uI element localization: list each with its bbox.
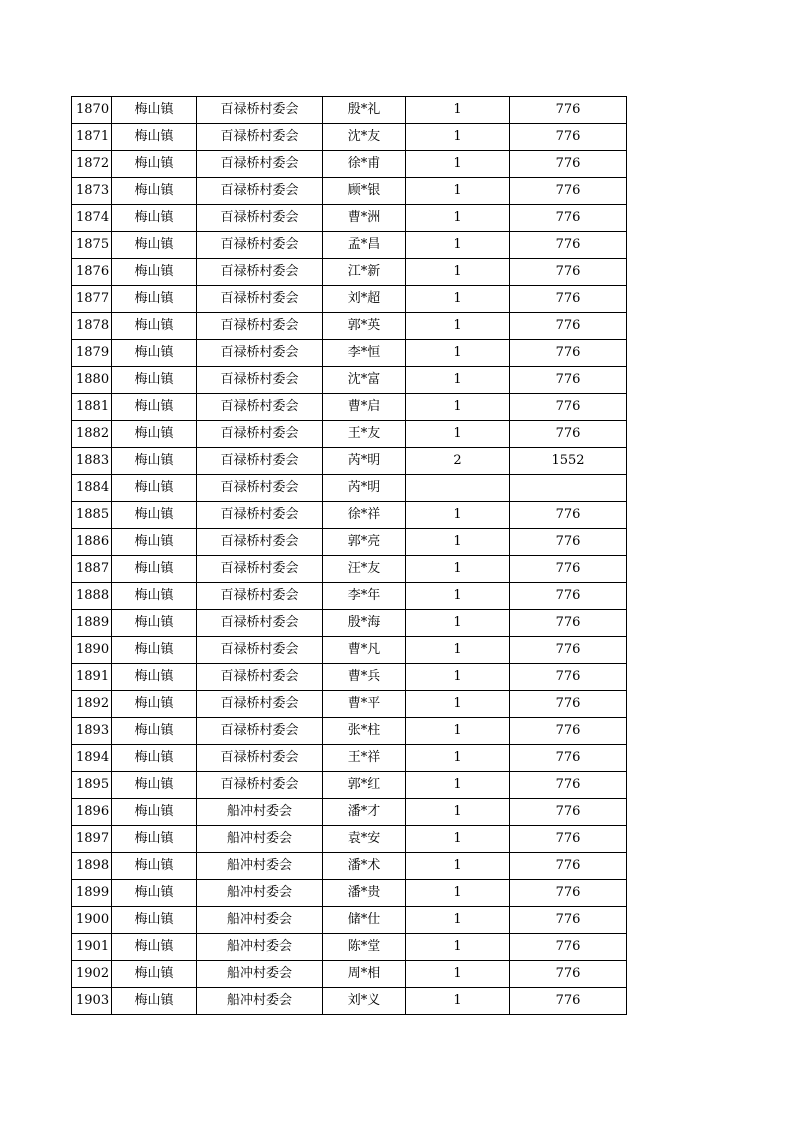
person-name-cell: 潘*才 [323, 799, 406, 826]
row-number: 1896 [72, 799, 112, 826]
table-row [72, 502, 627, 529]
village-committee-cell: 百禄桥村委会 [197, 232, 323, 259]
person-name-cell: 王*友 [323, 421, 406, 448]
count-cell: 1 [406, 529, 510, 556]
village-committee-cell: 百禄桥村委会 [197, 124, 323, 151]
count-cell [406, 475, 510, 502]
count-cell: 1 [406, 340, 510, 367]
town-cell: 梅山镇 [112, 961, 197, 988]
table-row [72, 907, 627, 934]
town-cell: 梅山镇 [112, 799, 197, 826]
count-cell: 1 [406, 934, 510, 961]
row-number: 1873 [72, 178, 112, 205]
amount-cell: 776 [510, 502, 627, 529]
table-row [72, 880, 627, 907]
row-number: 1901 [72, 934, 112, 961]
row-number: 1884 [72, 475, 112, 502]
row-number: 1887 [72, 556, 112, 583]
amount-cell: 776 [510, 961, 627, 988]
count-cell: 1 [406, 421, 510, 448]
person-name-cell: 李*年 [323, 583, 406, 610]
village-committee-cell: 百禄桥村委会 [197, 583, 323, 610]
amount-cell: 776 [510, 745, 627, 772]
count-cell: 1 [406, 610, 510, 637]
row-number: 1871 [72, 124, 112, 151]
count-cell: 1 [406, 745, 510, 772]
table-row [72, 556, 627, 583]
village-committee-cell: 百禄桥村委会 [197, 286, 323, 313]
person-name-cell: 郭*亮 [323, 529, 406, 556]
town-cell: 梅山镇 [112, 367, 197, 394]
count-cell: 1 [406, 556, 510, 583]
table-row [72, 448, 627, 475]
village-committee-cell: 百禄桥村委会 [197, 97, 323, 124]
town-cell: 梅山镇 [112, 394, 197, 421]
table-row [72, 718, 627, 745]
village-committee-cell: 百禄桥村委会 [197, 448, 323, 475]
village-committee-cell: 船冲村委会 [197, 988, 323, 1015]
person-name-cell: 殷*礼 [323, 97, 406, 124]
row-number: 1874 [72, 205, 112, 232]
row-number: 1895 [72, 772, 112, 799]
person-name-cell: 曹*启 [323, 394, 406, 421]
town-cell: 梅山镇 [112, 637, 197, 664]
table-row [72, 178, 627, 205]
count-cell: 1 [406, 637, 510, 664]
row-number: 1902 [72, 961, 112, 988]
count-cell: 1 [406, 97, 510, 124]
amount-cell: 776 [510, 934, 627, 961]
amount-cell: 776 [510, 340, 627, 367]
table-row [72, 205, 627, 232]
table-row [72, 367, 627, 394]
count-cell: 1 [406, 232, 510, 259]
amount-cell: 776 [510, 583, 627, 610]
table-row [72, 259, 627, 286]
count-cell: 1 [406, 286, 510, 313]
amount-cell: 776 [510, 151, 627, 178]
amount-cell: 776 [510, 853, 627, 880]
town-cell: 梅山镇 [112, 934, 197, 961]
table-row [72, 529, 627, 556]
town-cell: 梅山镇 [112, 232, 197, 259]
amount-cell: 776 [510, 259, 627, 286]
row-number: 1872 [72, 151, 112, 178]
village-committee-cell: 百禄桥村委会 [197, 367, 323, 394]
person-name-cell: 殷*海 [323, 610, 406, 637]
village-committee-cell: 船冲村委会 [197, 961, 323, 988]
person-name-cell: 陈*堂 [323, 934, 406, 961]
village-committee-cell: 百禄桥村委会 [197, 205, 323, 232]
town-cell: 梅山镇 [112, 313, 197, 340]
table-row [72, 313, 627, 340]
count-cell: 1 [406, 718, 510, 745]
amount-cell: 776 [510, 313, 627, 340]
village-committee-cell: 百禄桥村委会 [197, 772, 323, 799]
village-committee-cell: 船冲村委会 [197, 853, 323, 880]
table-row [72, 475, 627, 502]
town-cell: 梅山镇 [112, 826, 197, 853]
row-number: 1885 [72, 502, 112, 529]
town-cell: 梅山镇 [112, 286, 197, 313]
person-name-cell: 江*新 [323, 259, 406, 286]
row-number: 1903 [72, 988, 112, 1015]
count-cell: 1 [406, 880, 510, 907]
count-cell: 1 [406, 799, 510, 826]
person-name-cell: 潘*贵 [323, 880, 406, 907]
table-row [72, 340, 627, 367]
row-number: 1898 [72, 853, 112, 880]
amount-cell: 776 [510, 988, 627, 1015]
person-name-cell: 曹*兵 [323, 664, 406, 691]
table-row [72, 637, 627, 664]
village-committee-cell: 船冲村委会 [197, 934, 323, 961]
row-number: 1877 [72, 286, 112, 313]
town-cell: 梅山镇 [112, 502, 197, 529]
table-row [72, 988, 627, 1015]
count-cell: 1 [406, 151, 510, 178]
count-cell: 1 [406, 961, 510, 988]
count-cell: 1 [406, 907, 510, 934]
table-row [72, 97, 627, 124]
person-name-cell: 芮*明 [323, 448, 406, 475]
count-cell: 1 [406, 259, 510, 286]
table-row [72, 124, 627, 151]
town-cell: 梅山镇 [112, 907, 197, 934]
village-committee-cell: 百禄桥村委会 [197, 313, 323, 340]
amount-cell: 776 [510, 205, 627, 232]
table-row [72, 826, 627, 853]
count-cell: 1 [406, 691, 510, 718]
count-cell: 1 [406, 664, 510, 691]
count-cell: 1 [406, 853, 510, 880]
amount-cell: 776 [510, 556, 627, 583]
row-number: 1889 [72, 610, 112, 637]
amount-cell: 776 [510, 664, 627, 691]
amount-cell: 776 [510, 124, 627, 151]
town-cell: 梅山镇 [112, 772, 197, 799]
village-committee-cell: 百禄桥村委会 [197, 151, 323, 178]
row-number: 1878 [72, 313, 112, 340]
village-committee-cell: 船冲村委会 [197, 799, 323, 826]
count-cell: 1 [406, 313, 510, 340]
person-name-cell: 储*仕 [323, 907, 406, 934]
village-committee-cell: 船冲村委会 [197, 907, 323, 934]
row-number: 1870 [72, 97, 112, 124]
table-row [72, 799, 627, 826]
village-committee-cell: 船冲村委会 [197, 826, 323, 853]
village-committee-cell: 百禄桥村委会 [197, 178, 323, 205]
person-name-cell: 芮*明 [323, 475, 406, 502]
village-committee-cell: 百禄桥村委会 [197, 556, 323, 583]
amount-cell: 776 [510, 907, 627, 934]
table-row [72, 232, 627, 259]
town-cell: 梅山镇 [112, 853, 197, 880]
village-committee-cell: 百禄桥村委会 [197, 718, 323, 745]
count-cell: 1 [406, 772, 510, 799]
person-name-cell: 郭*英 [323, 313, 406, 340]
village-committee-cell: 百禄桥村委会 [197, 502, 323, 529]
amount-cell: 776 [510, 178, 627, 205]
amount-cell: 776 [510, 286, 627, 313]
town-cell: 梅山镇 [112, 448, 197, 475]
count-cell: 1 [406, 178, 510, 205]
person-name-cell: 周*相 [323, 961, 406, 988]
row-number: 1894 [72, 745, 112, 772]
amount-cell: 776 [510, 718, 627, 745]
person-name-cell: 王*祥 [323, 745, 406, 772]
village-committee-cell: 船冲村委会 [197, 880, 323, 907]
table-row [72, 151, 627, 178]
town-cell: 梅山镇 [112, 718, 197, 745]
town-cell: 梅山镇 [112, 610, 197, 637]
table-row [72, 286, 627, 313]
village-committee-cell: 百禄桥村委会 [197, 340, 323, 367]
amount-cell: 776 [510, 367, 627, 394]
person-name-cell: 刘*超 [323, 286, 406, 313]
town-cell: 梅山镇 [112, 340, 197, 367]
amount-cell: 776 [510, 880, 627, 907]
person-name-cell: 顾*银 [323, 178, 406, 205]
person-name-cell: 刘*义 [323, 988, 406, 1015]
person-name-cell: 张*柱 [323, 718, 406, 745]
person-name-cell: 徐*甫 [323, 151, 406, 178]
table-row [72, 961, 627, 988]
person-name-cell: 郭*红 [323, 772, 406, 799]
town-cell: 梅山镇 [112, 664, 197, 691]
town-cell: 梅山镇 [112, 556, 197, 583]
village-committee-cell: 百禄桥村委会 [197, 475, 323, 502]
town-cell: 梅山镇 [112, 880, 197, 907]
person-name-cell: 徐*祥 [323, 502, 406, 529]
count-cell: 1 [406, 988, 510, 1015]
row-number: 1888 [72, 583, 112, 610]
row-number: 1886 [72, 529, 112, 556]
amount-cell: 776 [510, 637, 627, 664]
table-row [72, 664, 627, 691]
table-row [72, 853, 627, 880]
count-cell: 1 [406, 583, 510, 610]
amount-cell: 776 [510, 97, 627, 124]
table-row [72, 934, 627, 961]
table-row [72, 610, 627, 637]
village-committee-cell: 百禄桥村委会 [197, 394, 323, 421]
town-cell: 梅山镇 [112, 178, 197, 205]
town-cell: 梅山镇 [112, 583, 197, 610]
count-cell: 1 [406, 826, 510, 853]
row-number: 1900 [72, 907, 112, 934]
amount-cell: 776 [510, 394, 627, 421]
row-number: 1892 [72, 691, 112, 718]
amount-cell: 776 [510, 610, 627, 637]
amount-cell: 776 [510, 826, 627, 853]
person-name-cell: 曹*洲 [323, 205, 406, 232]
person-name-cell: 袁*安 [323, 826, 406, 853]
table-row [72, 394, 627, 421]
count-cell: 1 [406, 124, 510, 151]
person-name-cell: 曹*凡 [323, 637, 406, 664]
town-cell: 梅山镇 [112, 988, 197, 1015]
town-cell: 梅山镇 [112, 124, 197, 151]
town-cell: 梅山镇 [112, 97, 197, 124]
town-cell: 梅山镇 [112, 421, 197, 448]
row-number: 1899 [72, 880, 112, 907]
village-committee-cell: 百禄桥村委会 [197, 529, 323, 556]
person-name-cell: 沈*友 [323, 124, 406, 151]
town-cell: 梅山镇 [112, 475, 197, 502]
table-row [72, 421, 627, 448]
town-cell: 梅山镇 [112, 529, 197, 556]
person-name-cell: 孟*昌 [323, 232, 406, 259]
village-committee-cell: 百禄桥村委会 [197, 610, 323, 637]
count-cell: 1 [406, 502, 510, 529]
amount-cell [510, 475, 627, 502]
table-row [72, 745, 627, 772]
table-body [72, 97, 627, 1015]
person-name-cell: 汪*友 [323, 556, 406, 583]
table-row [72, 583, 627, 610]
village-committee-cell: 百禄桥村委会 [197, 691, 323, 718]
count-cell: 1 [406, 367, 510, 394]
amount-cell: 776 [510, 421, 627, 448]
amount-cell: 1552 [510, 448, 627, 475]
village-committee-cell: 百禄桥村委会 [197, 259, 323, 286]
village-committee-cell: 百禄桥村委会 [197, 745, 323, 772]
data-table [71, 96, 627, 1015]
count-cell: 1 [406, 205, 510, 232]
village-committee-cell: 百禄桥村委会 [197, 664, 323, 691]
town-cell: 梅山镇 [112, 745, 197, 772]
amount-cell: 776 [510, 529, 627, 556]
table-row [72, 772, 627, 799]
amount-cell: 776 [510, 799, 627, 826]
town-cell: 梅山镇 [112, 259, 197, 286]
village-committee-cell: 百禄桥村委会 [197, 637, 323, 664]
person-name-cell: 李*恒 [323, 340, 406, 367]
row-number: 1890 [72, 637, 112, 664]
row-number: 1882 [72, 421, 112, 448]
row-number: 1893 [72, 718, 112, 745]
person-name-cell: 曹*平 [323, 691, 406, 718]
amount-cell: 776 [510, 232, 627, 259]
row-number: 1883 [72, 448, 112, 475]
row-number: 1875 [72, 232, 112, 259]
row-number: 1880 [72, 367, 112, 394]
row-number: 1881 [72, 394, 112, 421]
table-row [72, 691, 627, 718]
town-cell: 梅山镇 [112, 691, 197, 718]
town-cell: 梅山镇 [112, 151, 197, 178]
row-number: 1897 [72, 826, 112, 853]
village-committee-cell: 百禄桥村委会 [197, 421, 323, 448]
amount-cell: 776 [510, 691, 627, 718]
row-number: 1891 [72, 664, 112, 691]
count-cell: 1 [406, 394, 510, 421]
row-number: 1879 [72, 340, 112, 367]
count-cell: 2 [406, 448, 510, 475]
row-number: 1876 [72, 259, 112, 286]
town-cell: 梅山镇 [112, 205, 197, 232]
person-name-cell: 沈*富 [323, 367, 406, 394]
person-name-cell: 潘*术 [323, 853, 406, 880]
amount-cell: 776 [510, 772, 627, 799]
